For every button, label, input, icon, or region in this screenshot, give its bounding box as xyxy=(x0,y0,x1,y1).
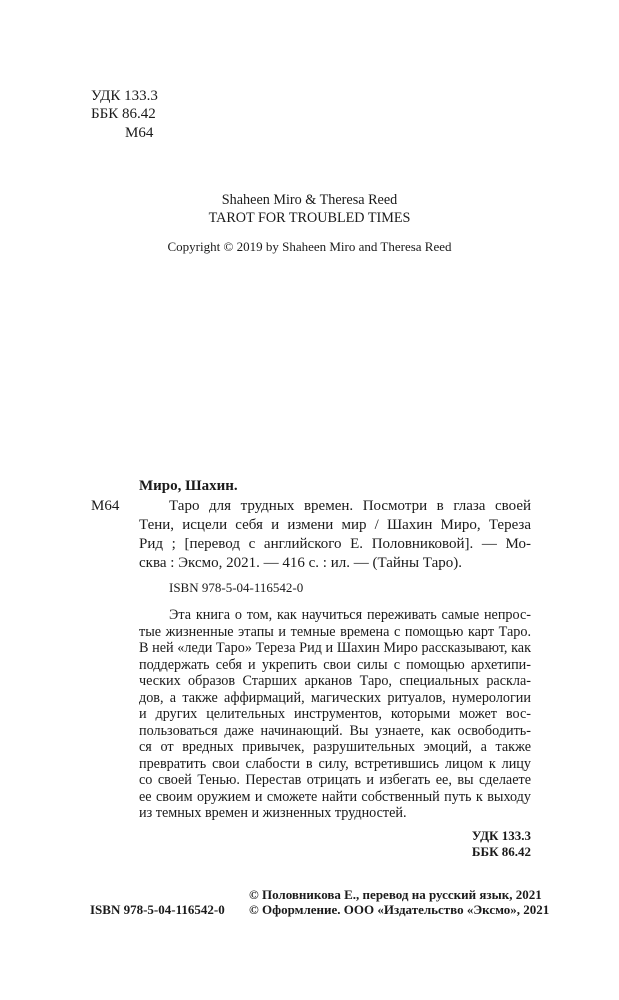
annotation-line: тые жизненные этапы и темные времена с помощью карт Таро. xyxy=(139,623,531,640)
annotation-line: ее своим оружием и сможете найти собственный путь к выходу xyxy=(139,788,531,805)
catalog-isbn: ISBN 978-5-04-116542-0 xyxy=(169,580,304,595)
annotation-line: В ней «леди Таро» Тереза Рид и Шахин Миро рассказывают, как xyxy=(139,640,531,656)
udk-code: УДК 133.3 xyxy=(91,88,158,104)
catalog-line: Тени, исцели себя и измени мир / Шахин Миро, Тереза xyxy=(139,517,531,533)
annotation-line: со своей Тенью. Перестав отрицать и избегать ее, вы сделаете xyxy=(139,772,531,788)
catalog-line: Таро для трудных времен. Посмотри в глаза своей xyxy=(169,498,531,514)
copyright-design: © Оформление. ООО «Издательство «Эксмо», 2021 xyxy=(249,902,550,917)
annotation-line: ческих образов Старших арканов Таро, специальных раскла- xyxy=(139,673,531,689)
original-authors: Shaheen Miro & Theresa Reed xyxy=(221,192,398,208)
catalog-heading: Миро, Шахин. xyxy=(139,478,238,494)
annotation-line: и других целительных инструментов, которыми может вос- xyxy=(139,706,531,722)
annotation-line: поддержать себя и укрепить свои силы с помощью архетипи- xyxy=(139,656,531,673)
annotation-line: из темных времен и жизненных трудностей. xyxy=(139,805,407,821)
annotation-line: ся от вредных привычек, разрушительных эмоций, а также xyxy=(139,739,531,755)
annotation-line: Эта книга о том, как научиться переживать самые непрос- xyxy=(169,607,531,623)
copyright-translation: © Половникова Е., перевод на русский язык, 2021 xyxy=(249,887,542,902)
catalog-sign: М64 xyxy=(91,498,120,514)
original-copyright: Copyright © 2019 by Shaheen Miro and Theresa Reed xyxy=(167,239,452,254)
author-sign: М64 xyxy=(125,125,154,141)
footer-udk: УДК 133.3 xyxy=(471,828,531,843)
catalog-line: сква : Эксмо, 2021. — 416 с. : ил. — (Тайны Таро). xyxy=(139,555,462,571)
annotation-line: превратить свои слабости в силу, встретившись лицом к лицу xyxy=(139,755,531,772)
annotation-line: пользоваться даже начинающий. Вы узнаете, как освободить- xyxy=(139,722,531,739)
footer-bbk: ББК 86.42 xyxy=(471,844,531,859)
catalog-line: Рид ; [перевод с английского Е. Половниковой]. — Мо- xyxy=(139,536,531,552)
annotation-line: дов, а также аффирмаций, магических ритуалов, нумерологии xyxy=(139,689,531,706)
imprint-isbn: ISBN 978-5-04-116542-0 xyxy=(90,902,225,917)
bbk-code: ББК 86.42 xyxy=(91,106,156,122)
original-title: TAROT FOR TROUBLED TIMES xyxy=(208,210,411,226)
